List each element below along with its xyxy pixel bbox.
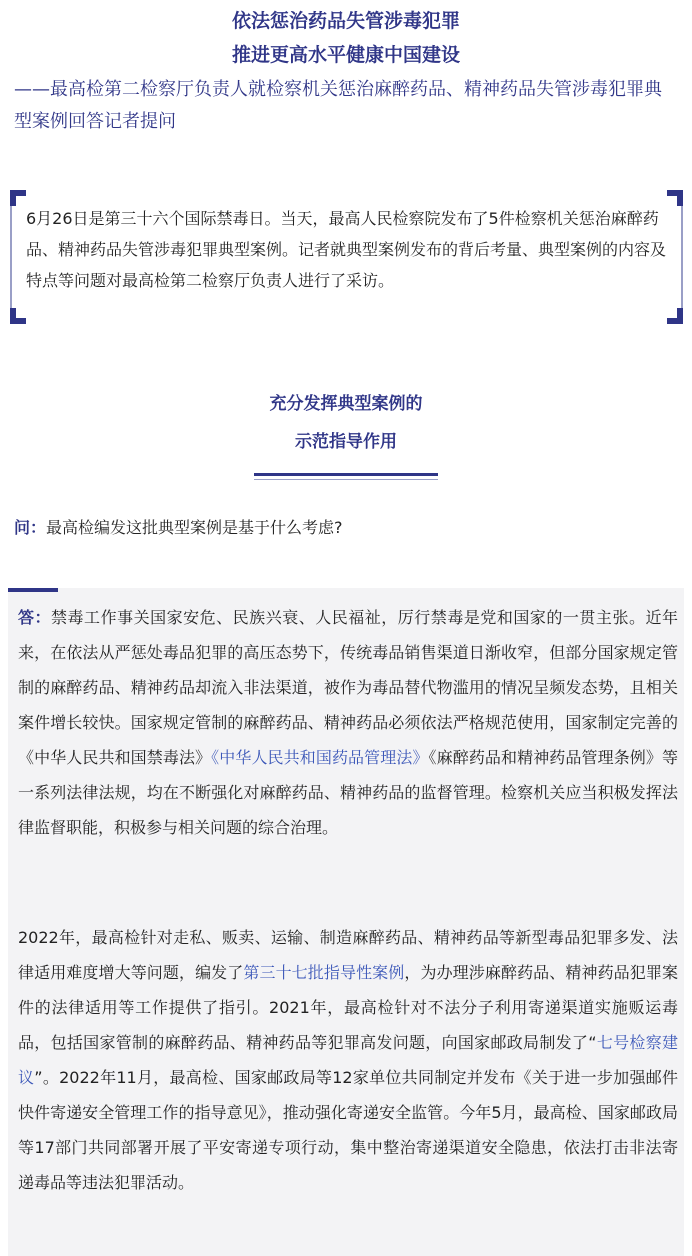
corner-bottom-right-v (677, 308, 683, 324)
answer-paragraph-2 (18, 920, 678, 1200)
lead-text: 6月26日是第三十六个国际禁毒日。当天，最高人民检察院发布了5件检察机关惩治麻醉药品、精神药品失管涉毒犯罪典型案例。记者就典型案例发布的背后考量、典型案例的内容及特点等问题对最高检第二检察厅负责人进行了采访。 (26, 209, 667, 290)
corner-bottom-left-v (10, 308, 16, 324)
answer-p2-text-c: ”。2022年11月，最高检、国家邮政局等12家单位共同制定并发布《关于进一步加强邮件快件寄递安全管理工作的指导意见》，推动强化寄递安全监管。今年5月，最高检、国家邮政局等17部门共同部署开展了平安寄递专项行动，集中整治寄递渠道安全隐患，依法打击非法寄递毒品等违法犯罪活动。 (18, 1068, 678, 1192)
section-heading-underline (254, 473, 438, 476)
section-heading-underline-thin (254, 479, 438, 480)
procuratorial-suggestion-7-link[interactable]: 七号检察建议 (18, 1033, 678, 1087)
corner-top-left-v (10, 190, 16, 206)
article-title-line2: 推进更高水平健康中国建设 (231, 44, 460, 66)
section-heading (0, 385, 692, 480)
corner-top-right-v (677, 190, 683, 206)
section-heading-line2: 示范指导作用 (295, 432, 397, 452)
answer-box (8, 588, 684, 1256)
answer-p2-text-a: 2022年，最高检针对走私、贩卖、运输、制造麻醉药品、精神药品等新型毒品犯罪多发、法律适用难度增大等问题，编发了 (18, 928, 678, 982)
article-title-line1: 依法惩治药品失管涉毒犯罪 (231, 10, 460, 32)
lead-box-left-border (10, 190, 12, 324)
answer-p2-text-b: ，为办理涉麻醉药品、精神药品犯罪案件的法律适用等工作提供了指引。2021年，最高检针对不法分子利用寄递渠道实施贩运毒品，包括国家管制的麻醉药品、精神药品等犯罪高发问题，向国家邮政局制发了“ (18, 963, 678, 1052)
lead-box (10, 190, 683, 324)
question-text: 最高检编发这批典型案例是基于什么考虑? (46, 518, 343, 537)
question-label: 问： (14, 518, 47, 537)
answer-label: 答： (18, 608, 52, 627)
article-subtitle: ——最高检第二检察厅负责人就检察机关惩治麻醉药品、精神药品失管涉毒犯罪典型案例回答记者提问 (14, 79, 662, 132)
answer-p1-text-b: 《麻醉药品和精神药品管理条例》等一系列法律法规，均在不断强化对麻醉药品、精神药品的监督管理。检察机关应当积极发挥法律监督职能，积极参与相关问题的综合治理。 (18, 748, 678, 837)
question (14, 514, 343, 542)
answer-paragraph-1 (18, 600, 678, 845)
drug-administration-law-link[interactable]: 《中华人民共和国药品管理法》 (211, 748, 429, 767)
lead-box-right-border (681, 190, 683, 324)
guiding-cases-37-link[interactable]: 第三十七批指导性案例 (243, 963, 405, 982)
section-heading-line1: 充分发挥典型案例的 (269, 394, 423, 414)
answer-box-tab (8, 588, 58, 592)
answer-p1-text-a: 禁毒工作事关国家安危、民族兴衰、人民福祉，厉行禁毒是党和国家的一贯主张。近年来，在依法从严惩处毒品犯罪的高压态势下，传统毒品销售渠道日渐收窄，但部分国家规定管制的麻醉药品、精神药品却流入非法渠道，被作为毒品替代物滥用的情况呈频发态势，且相关案件增长较快。国家规定管制的麻醉药品、精神药品必须依法严格规范使用，国家制定完善的《中华人民共和国禁毒法》 (18, 608, 678, 767)
